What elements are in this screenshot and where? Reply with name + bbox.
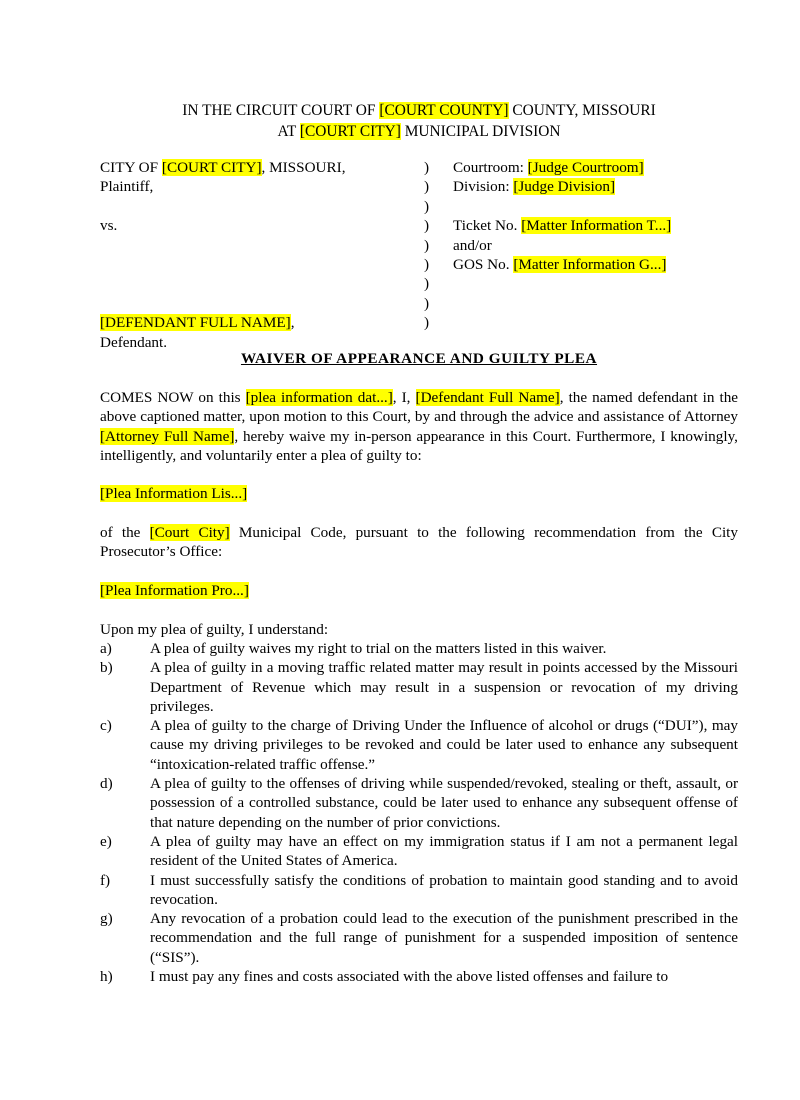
comes-now-text-1: COMES NOW on this [100, 389, 246, 406]
municipal-code-paragraph [100, 523, 738, 562]
matter-ticket-placeholder: [Matter Information T...] [521, 217, 672, 235]
courtroom-label: Courtroom: [453, 159, 528, 176]
list-item [100, 716, 738, 774]
caption-paren: ) [424, 197, 430, 215]
list-item-marker: f) [100, 871, 111, 889]
court-title [100, 100, 738, 142]
list-item-marker: b) [100, 659, 113, 677]
defendant-name-placeholder: [Defendant Full Name] [415, 389, 560, 406]
list-item-marker: g) [100, 910, 113, 928]
list-item-text: A plea of guilty to the offenses of driving while suspended/revoked, stealing or theft, assault, or possession of a controlled substance, could be later used to enhance any subsequent offense of that nature depending on the number of prior convictions. [150, 775, 738, 831]
city-of-label: CITY OF [100, 159, 162, 176]
courtroom-line [453, 158, 743, 177]
matter-gos-placeholder: [Matter Information G...] [513, 255, 667, 273]
list-item-marker: e) [100, 832, 112, 850]
judge-division-placeholder: [Judge Division] [513, 178, 616, 196]
court-title-line-1 [100, 100, 738, 121]
of-the-text-1: of the [100, 524, 150, 541]
plaintiff-label: Plaintiff, [100, 178, 154, 196]
list-item [100, 832, 738, 871]
city-of-suffix: , MISSOURI, [261, 159, 346, 176]
comes-now-text-2: , I, [392, 389, 416, 406]
defendant-name-comma: , [290, 314, 295, 332]
recommendation-row [100, 581, 738, 600]
judge-courtroom-placeholder: [Judge Courtroom] [527, 159, 644, 176]
list-item-marker: a) [100, 640, 112, 657]
document-heading [100, 350, 738, 368]
caption-left-column [100, 158, 420, 352]
caption-spacer-5 [100, 294, 420, 313]
court-title-suffix: COUNTY, MISSOURI [508, 102, 656, 119]
understanding-intro: Upon my plea of guilty, I understand: [100, 621, 329, 638]
court-title-prefix: IN THE CIRCUIT COURT OF [182, 102, 380, 119]
gos-no-label: GOS No. [453, 255, 514, 273]
caption-paren: ) [424, 178, 430, 196]
comes-now-paragraph [100, 388, 738, 465]
list-item [100, 909, 738, 967]
list-item-text: I must successfully satisfy the conditions of probation to maintain good standing and to avoid revocation. [150, 871, 738, 908]
versus-label: vs. [100, 217, 118, 235]
caption-spacer-2 [100, 236, 420, 255]
plea-information-list-placeholder: [Plea Information Lis...] [100, 485, 248, 502]
list-item-text: A plea of guilty to the charge of Driving Under the Influence of alcohol or drugs (“DUI”), may cause my driving privileges to be revoked and could be later used to enhance any subsequent “intoxication-related traffic offense.” [150, 717, 738, 773]
list-item [100, 967, 738, 986]
plea-date-placeholder: [plea information dat...] [245, 389, 393, 406]
ticket-no-label: Ticket No. [453, 217, 522, 235]
caption-right-spacer-1 [453, 197, 743, 216]
defendant-name-line [100, 313, 420, 332]
list-item-text: Any revocation of a probation could lead to the execution of the punishment prescribed in the recommendation and the full range of punishment for a suspended imposition of sentence (“SIS”). [150, 910, 738, 966]
caption-paren: ) [424, 314, 430, 332]
court-division-suffix: MUNICIPAL DIVISION [400, 123, 561, 140]
defendant-label: Defendant. [100, 333, 168, 351]
court-county-placeholder: [COURT COUNTY] [379, 102, 509, 119]
list-item [100, 871, 738, 910]
court-city-placeholder: [COURT CITY] [299, 123, 401, 140]
court-title-line-2 [100, 121, 738, 142]
caption-court-city-placeholder: [COURT CITY] [161, 159, 262, 176]
caption-spacer-3 [100, 255, 420, 274]
caption-paren: ) [424, 236, 430, 254]
document-heading-text: WAIVER OF APPEARANCE AND GUILTY PLEA [240, 350, 598, 367]
list-item-marker: d) [100, 775, 113, 793]
gos-number-line [453, 255, 743, 274]
body-court-city-placeholder: [Court City] [149, 524, 230, 541]
list-item [100, 639, 738, 658]
case-caption [100, 158, 738, 351]
defendant-full-name-placeholder: [DEFENDANT FULL NAME] [100, 314, 291, 332]
court-division-prefix: AT [277, 123, 300, 140]
list-item-text: A plea of guilty may have an effect on my immigration status if I am not a permanent legal resident of the United States of America. [150, 832, 738, 870]
caption-spacer-4 [100, 274, 420, 293]
division-line [453, 177, 743, 196]
division-label: Division: [453, 178, 514, 196]
list-item-text: I must pay any fines and costs associated with the above listed offenses and failure to [150, 968, 669, 986]
list-item [100, 658, 738, 716]
acknowledgement-list [100, 639, 738, 986]
caption-spacer-1 [100, 197, 420, 216]
list-item-text: A plea of guilty waives my right to trial on the matters listed in this waiver. [150, 640, 607, 657]
list-item-marker: h) [100, 968, 113, 986]
of-the-text-2: Municipal Code, pursuant to the following recommendation from the City Prosecutor’s Office: [100, 524, 738, 561]
comes-now-text-4: , hereby waive my in-person appearance in this Court. Furthermore, I knowingly, intelligently, and voluntarily enter a plea of guilty to: [100, 427, 738, 464]
ticket-number-line [453, 216, 743, 235]
andor-label: and/or [453, 236, 492, 254]
list-item-marker: c) [100, 717, 112, 735]
list-item [100, 774, 738, 832]
caption-paren: ) [424, 217, 430, 235]
plaintiff-city-line [100, 158, 420, 177]
caption-right-spacer-2 [453, 274, 743, 293]
caption-paren-column [424, 158, 444, 333]
caption-right-spacer-3 [453, 294, 743, 313]
comes-now-text-3: , the named defendant in the above captioned matter, upon motion to this Court, by and through the advice and assistance of Attorney [100, 389, 739, 426]
caption-paren: ) [424, 275, 430, 293]
caption-right-column [453, 158, 743, 333]
attorney-name-placeholder: [Attorney Full Name] [100, 427, 235, 445]
caption-right-spacer-4 [453, 313, 743, 332]
caption-paren: ) [424, 255, 430, 273]
list-item-text: A plea of guilty in a moving traffic related matter may result in points accessed by the Missouri Department of Revenue which may result in a suspension or revocation of my driving privileges. [150, 659, 738, 715]
plea-information-prosecutor-placeholder: [Plea Information Pro...] [100, 582, 249, 599]
caption-paren: ) [424, 294, 430, 312]
charge-list-row [100, 484, 738, 503]
caption-paren: ) [424, 159, 430, 176]
